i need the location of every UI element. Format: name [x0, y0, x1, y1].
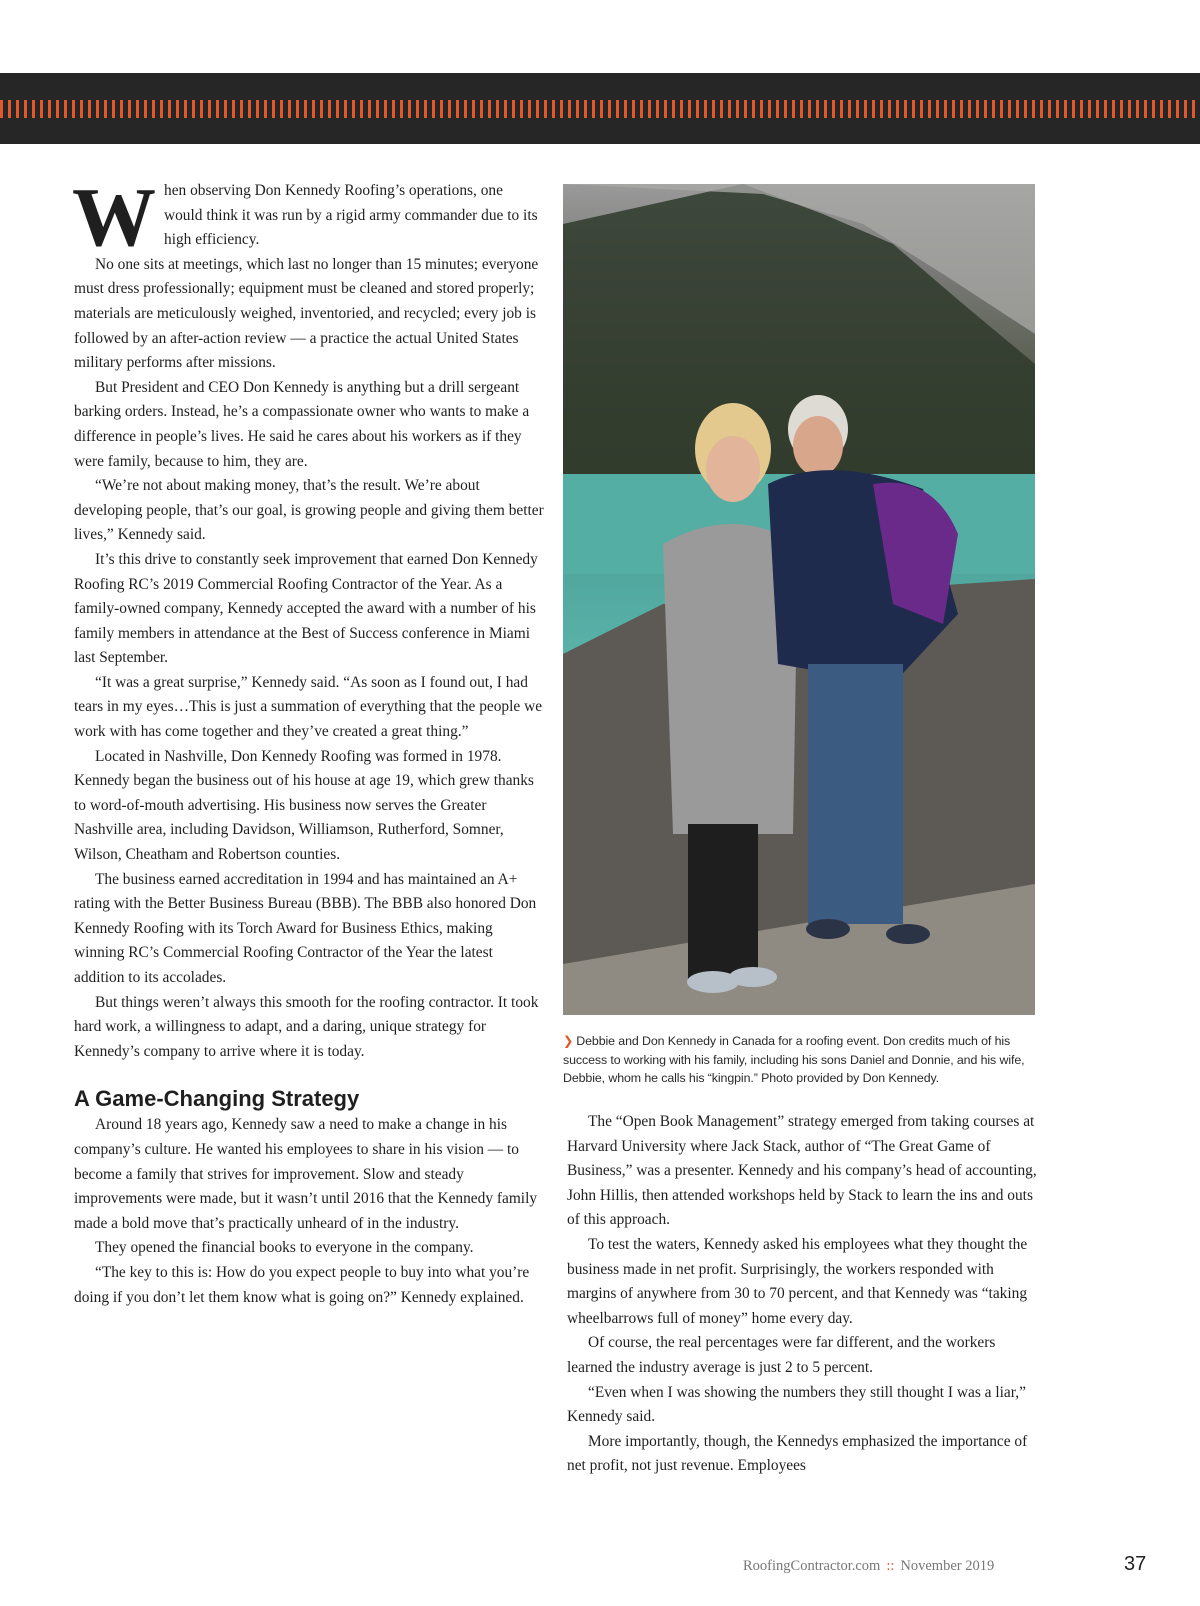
article-paragraph: But things weren’t always this smooth for the roofing contractor. It took hard work, a willingness to adapt, and a daring, unique strategy for Kennedy’s company to arrive where it is today. [74, 993, 539, 1060]
article-paragraph: The business earned accreditation in 1994 and has maintained an A+ rating with the Better Business Bureau (BBB). The BBB also honored Don Kennedy Roofing with its Torch Award for Business Ethics, making winning RC’s Commercial Roofing Contractor of the Year the latest addition to its accolades. [74, 870, 537, 986]
article-paragraph: More importantly, though, the Kennedys emphasized the importance of net profit, not just revenue. Employees [567, 1432, 1028, 1475]
dropcap: W [72, 171, 156, 264]
article-paragraph: “It was a great surprise,” Kennedy said. “As soon as I found out, I had tears in my eyes…This is just a summation of everything that the people we work with has come together and they’ve created a great thing.” [74, 673, 543, 741]
page-number: 37 [1124, 1553, 1147, 1575]
article-photo [563, 184, 1035, 1015]
article-right-column [567, 1110, 1037, 1479]
page-footer [743, 1558, 994, 1575]
article-paragraph: To test the waters, Kennedy asked his employees what they thought the business made in net profit. Surprisingly, the workers responded with margins of anywhere from 30 to 70 percent, and that Kennedy was “taking wheelbarrows full of money” home every day. [567, 1235, 1028, 1327]
footer-issue: November 2019 [900, 1558, 995, 1574]
article-paragraph: When observing Don Kennedy Roofing’s operations, one would think it was run by a rigid army commander due to its high efficiency. [72, 171, 538, 264]
article-paragraph: They opened the financial books to everyone in the company. [95, 1239, 474, 1257]
header-stripe-pattern [0, 100, 1200, 118]
photo-caption [563, 1032, 1038, 1088]
caption-arrow-icon: ❯ [563, 1034, 574, 1048]
article-paragraph: Around 18 years ago, Kennedy saw a need to make a change in his company’s culture. He wanted his employees to share in his vision — to become a family that strives for improvement. Slow and steady improvements were made, but it wasn’t until 2016 that the Kennedy family made a bold move that’s practically unheard of in the industry. [74, 1116, 538, 1232]
caption-text: Debbie and Don Kennedy in Canada for a roofing event. Don credits much of his success to working with his family, including his sons Daniel and Donnie, and his wife, Debbie, whom he calls his “kingpin.” Photo provided by Don Kennedy. [563, 1034, 1025, 1086]
article-paragraph: It’s this drive to constantly seek improvement that earned Don Kennedy Roofing RC’s 2019 Commercial Roofing Contractor of the Year. As a family-owned company, Kennedy accepted the award with a number of his family members in attendance at the Best of Success conference in Miami last September. [74, 550, 538, 667]
section-subhead: A Game-Changing Strategy [74, 1086, 360, 1112]
article-paragraph: “The key to this is: How do you expect people to buy into what you’re doing if you don’t let them know what is going on?” Kennedy explained. [74, 1263, 530, 1306]
footer-site: RoofingContractor.com [743, 1558, 881, 1574]
article-paragraph: The “Open Book Management” strategy emerged from taking courses at Harvard University where Jack Stack, author of “The Great Game of Business,” was a presenter. Kennedy and his company’s head of accounting, John Hillis, then attended workshops held by Stack to learn the ins and outs of this approach. [567, 1113, 1037, 1229]
article-paragraph: Located in Nashville, Don Kennedy Roofing was formed in 1978. Kennedy began the business out of his house at age 19, which grew thanks to word-of-mouth advertising. His business now serves the Greater Nashville area, including Davidson, Williamson, Rutherford, Somner, Wilson, Cheatham and Robertson counties. [74, 747, 534, 864]
footer-separator: :: [886, 1558, 895, 1574]
article-paragraph: Of course, the real percentages were far different, and the workers learned the industry average is just 2 to 5 percent. [567, 1334, 996, 1376]
article-paragraph: “Even when I was showing the numbers they still thought I was a liar,” Kennedy said. [567, 1383, 1026, 1426]
header-band [0, 73, 1200, 144]
article-paragraph: “We’re not about making money, that’s the result. We’re about developing people, that’s our goal, is growing people and giving them better lives,” Kennedy said. [74, 477, 544, 544]
photo-illustration [563, 184, 1035, 1015]
article-paragraph: No one sits at meetings, which last no longer than 15 minutes; everyone must dress professionally; equipment must be cleaned and stored properly; materials are meticulously weighed, inventoried, and recycled; every job is followed by an after-action review — a practice the actual United States military performs after missions. [74, 255, 539, 372]
article-paragraph: But President and CEO Don Kennedy is anything but a drill sergeant barking orders. Instead, he’s a compassionate owner who wants to make a difference in people’s lives. He said he cares about his workers as if they were family, because to him, they are. [74, 378, 530, 470]
article-left-column [72, 171, 544, 1310]
